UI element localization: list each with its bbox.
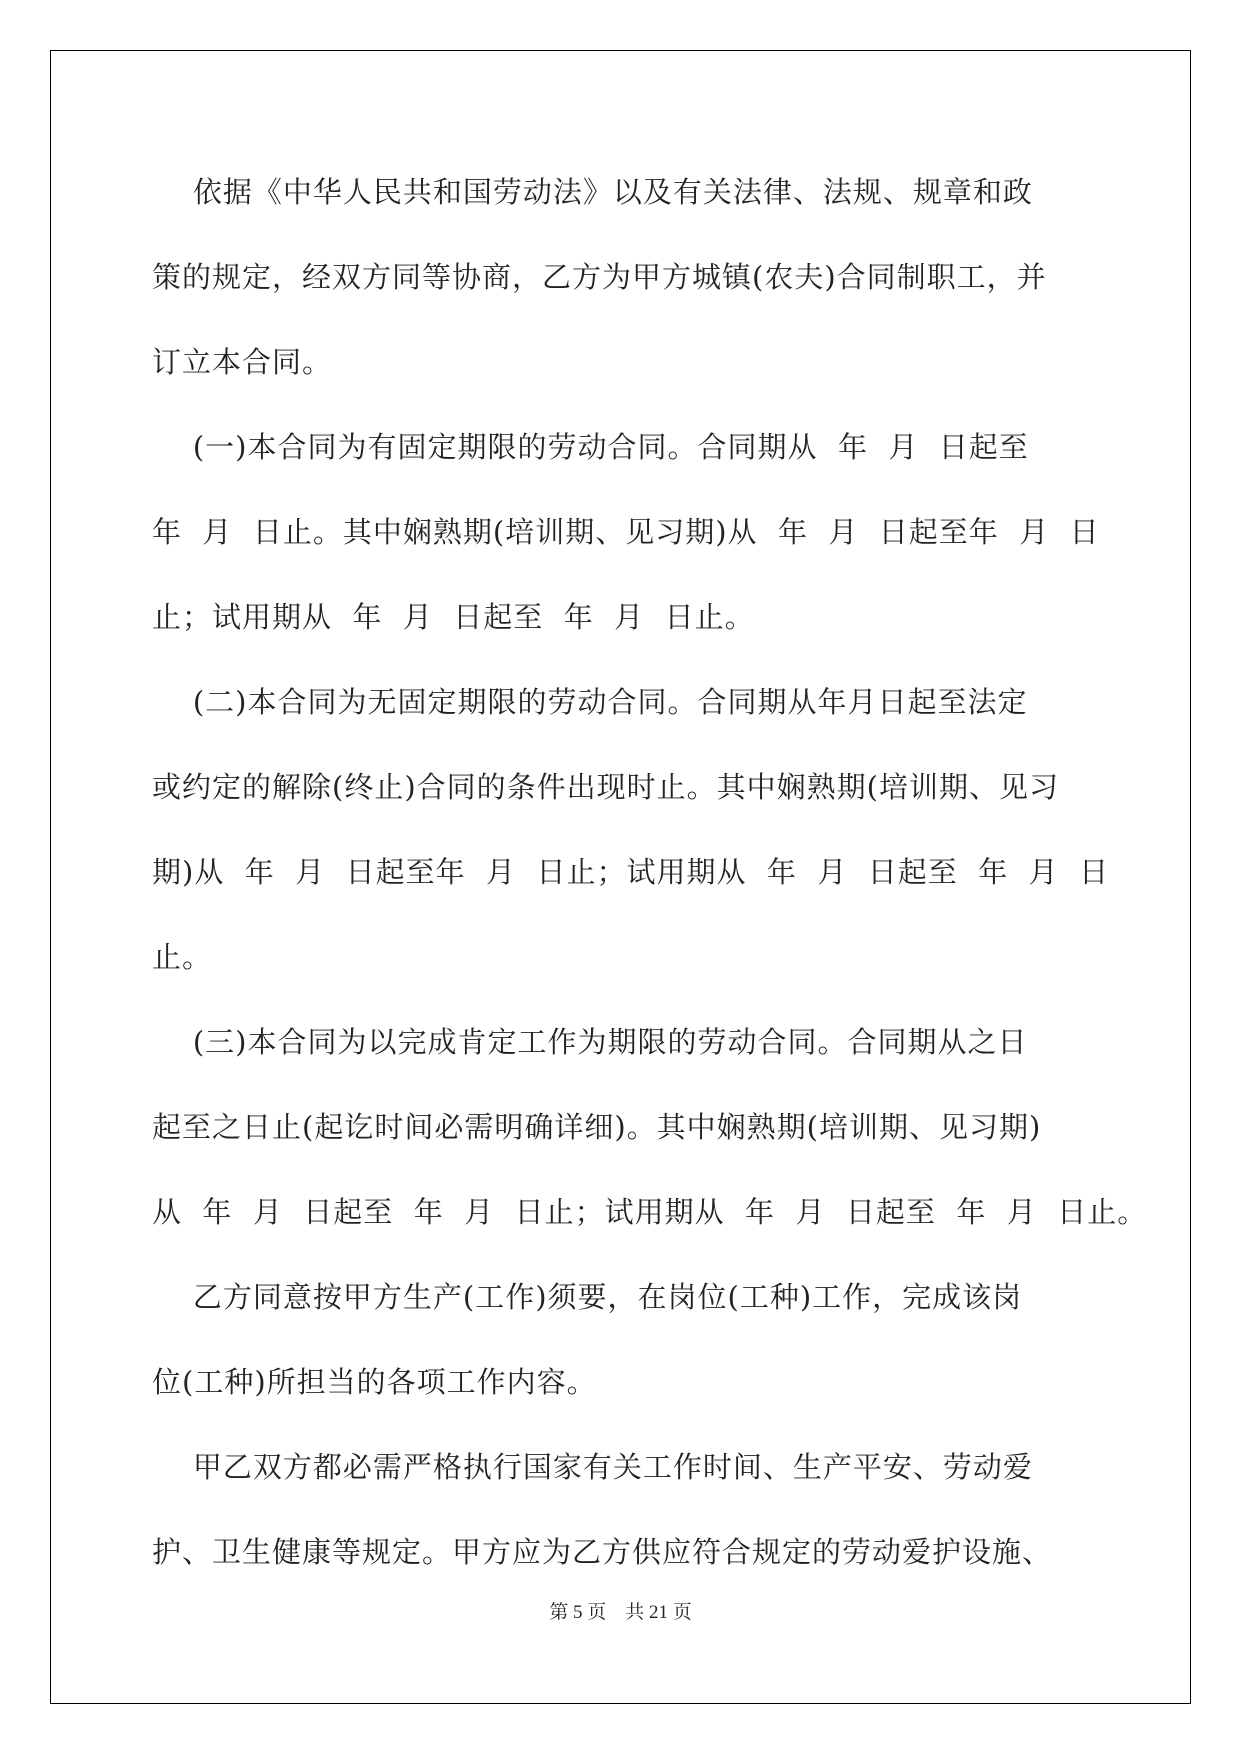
text-line: 乙方同意按甲方生产(工作)须要，在岗位(工种)工作，完成该岗 bbox=[152, 1280, 1023, 1314]
text-line: 止。 bbox=[152, 940, 213, 974]
text-line: 依据《中华人民共和国劳动法》以及有关法律、法规、规章和政 bbox=[152, 175, 1033, 209]
text-line: 止；试用期从 年 月 日起至 年 月 日止。 bbox=[152, 600, 755, 634]
text-line: 或约定的解除(终止)合同的条件出现时止。其中娴熟期(培训期、见习 bbox=[152, 770, 1059, 804]
text-line: 甲乙双方都必需严格执行国家有关工作时间、生产平安、劳动爱 bbox=[152, 1450, 1033, 1484]
text-line: 从 年 月 日起至 年 月 日止；试用期从 年 月 日起至 年 月 日止。 bbox=[152, 1195, 1148, 1229]
text-line: (一)本合同为有固定期限的劳动合同。合同期从 年 月 日起至 bbox=[152, 430, 1029, 464]
text-line: 起至之日止(起讫时间必需明确详细)。其中娴熟期(培训期、见习期) bbox=[152, 1110, 1042, 1144]
page-number-footer: 第 5 页 共 21 页 bbox=[549, 1602, 692, 1623]
text-line: 期)从 年 月 日起至年 月 日止；试用期从 年 月 日起至 年 月 日 bbox=[152, 855, 1110, 889]
text-line: 订立本合同。 bbox=[152, 345, 333, 379]
text-line: 年 月 日止。其中娴熟期(培训期、见习期)从 年 月 日起至年 月 日 bbox=[152, 515, 1100, 549]
text-line: 位(工种)所担当的各项工作内容。 bbox=[152, 1365, 597, 1399]
text-line: 策的规定，经双方同等协商，乙方为甲方城镇(农夫)合同制职工，并 bbox=[152, 260, 1047, 294]
document-body bbox=[152, 150, 1148, 1595]
text-line: 护、卫生健康等规定。甲方应为乙方供应符合规定的劳动爱护设施、 bbox=[152, 1535, 1053, 1569]
text-line: (三)本合同为以完成肯定工作为期限的劳动合同。合同期从之日 bbox=[152, 1025, 1028, 1059]
text-line: (二)本合同为无固定期限的劳动合同。合同期从年月日起至法定 bbox=[152, 685, 1028, 719]
